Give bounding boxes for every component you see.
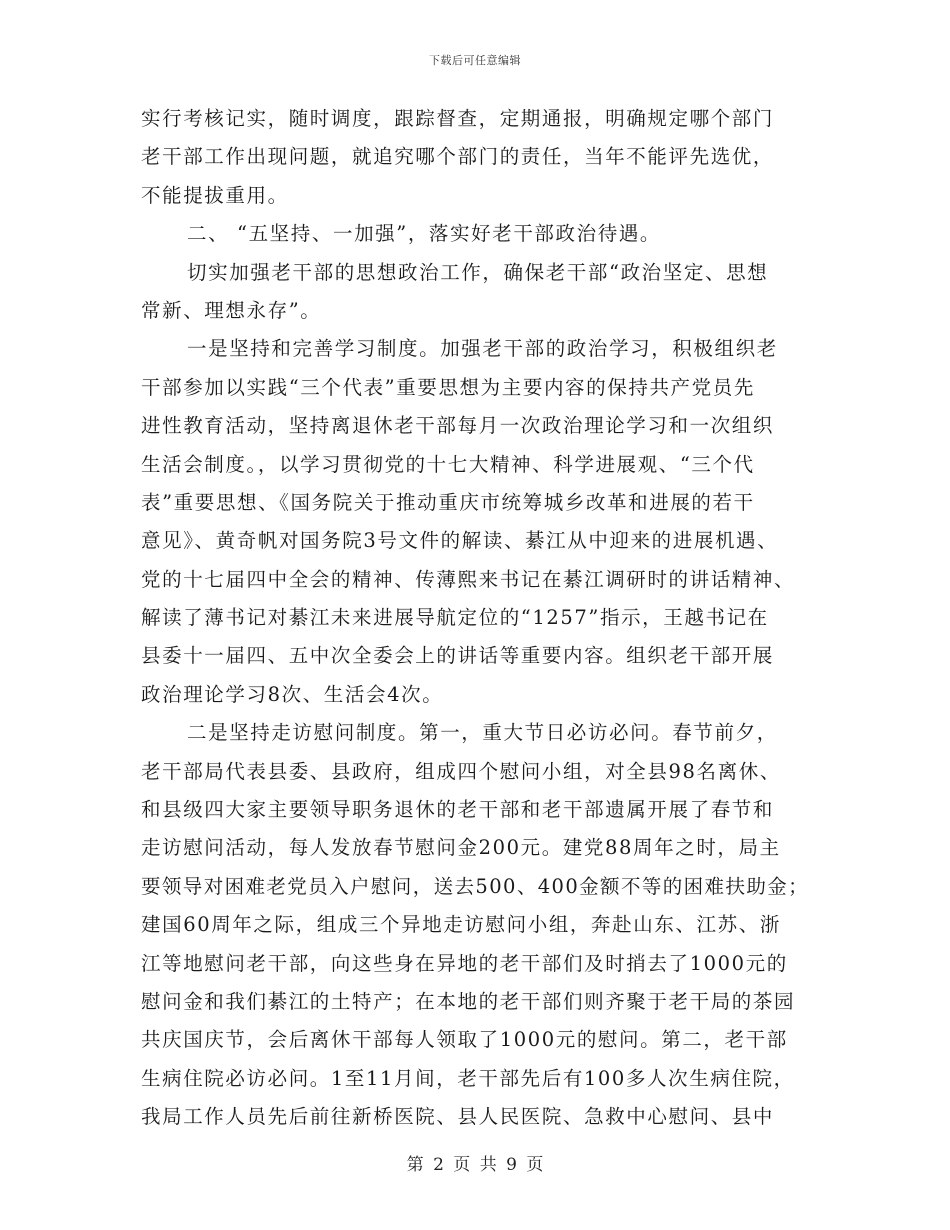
text-line: 二是坚持走访慰问制度。第一，重大节日必访必问。春节前夕， xyxy=(187,721,778,745)
text-line: 老干部工作出现问题，就追究哪个部门的责任，当年不能评先选优， xyxy=(141,145,775,169)
text-line: 政治理论学习8次、生活会4次。 xyxy=(141,682,444,706)
text-line: 慰问金和我们綦江的土特产；在本地的老干部们则齐聚于老干局的茶园 xyxy=(141,989,796,1013)
text-line: 要领导对困难老党员入户慰问，送去500、400金额不等的困难扶助金； xyxy=(141,874,810,898)
text-line: 表”重要思想、《国务院关于推动重庆市统筹城乡改革和进展的若干 xyxy=(141,490,755,514)
text-line: 实行考核记实，随时调度，跟踪督查，定期通报，明确规定哪个部门 xyxy=(141,107,775,130)
text-line: 意见》、黄奇帆对国务院3号文件的解读、綦江从中迎来的进展机遇、 xyxy=(141,529,779,553)
text-line: 不能提拔重用。 xyxy=(141,183,289,207)
text-line: 干部参加以实践“三个代表”重要思想为主要内容的保持共产党员先 xyxy=(141,375,755,399)
text-line: 进性教育活动，坚持离退休老干部每月一次政治理论学习和一次组织 xyxy=(141,414,775,438)
text-line: 一是坚持和完善学习制度。加强老干部的政治学习，积极组织老 xyxy=(187,337,778,361)
text-line: 和县级四大家主要领导职务退休的老干部和老干部遗属开展了春节和 xyxy=(141,798,775,822)
text-line: 生活会制度。，以学习贯彻党的十七大精神、科学进展观、“三个代 xyxy=(141,452,755,476)
text-line: 共庆国庆节，会后离休干部每人领取了1000元的慰问。第二，老干部 xyxy=(141,1028,788,1052)
text-line: 党的十七届四中全会的精神、传薄熙来书记在綦江调研时的讲话精神、 xyxy=(141,567,796,591)
text-line: 常新、理想永存”。 xyxy=(141,298,322,322)
text-line: 生病住院必访必问。1至11月间，老干部先后有100多人次生病住院， xyxy=(141,1066,795,1090)
text-line: 老干部局代表县委、县政府，组成四个慰问小组，对全县98名离休、 xyxy=(141,759,781,783)
page-footer: 第 2 页 共 9 页 xyxy=(406,1155,544,1175)
text-line: 我局工作人员先后前往新桥医院、县人民医院、急救中心慰问、县中 xyxy=(141,1105,775,1129)
document-body xyxy=(141,100,811,1137)
page-header: 下载后可任意编辑 xyxy=(429,54,521,67)
text-line: 二、 “五坚持、一加强”，落实好老干部政治待遇。 xyxy=(187,222,662,246)
text-line: 江等地慰问老干部，向这些身在异地的老干部们及时捎去了1000元的 xyxy=(141,951,788,975)
text-line: 建国60周年之际，组成三个异地走访慰问小组，奔赴山东、江苏、浙 xyxy=(141,913,781,937)
text-line: 切实加强老干部的思想政治工作，确保老干部“政治坚定、思想 xyxy=(187,260,769,284)
text-line: 县委十一届四、五中次全委会上的讲话等重要内容。组织老干部开展 xyxy=(141,644,775,668)
text-line: 解读了薄书记对綦江未来进展导航定位的“1257”指示，王越书记在 xyxy=(141,606,769,630)
text-line: 走访慰问活动，每人发放春节慰问金200元。建党88周年之时，局主 xyxy=(141,836,781,860)
